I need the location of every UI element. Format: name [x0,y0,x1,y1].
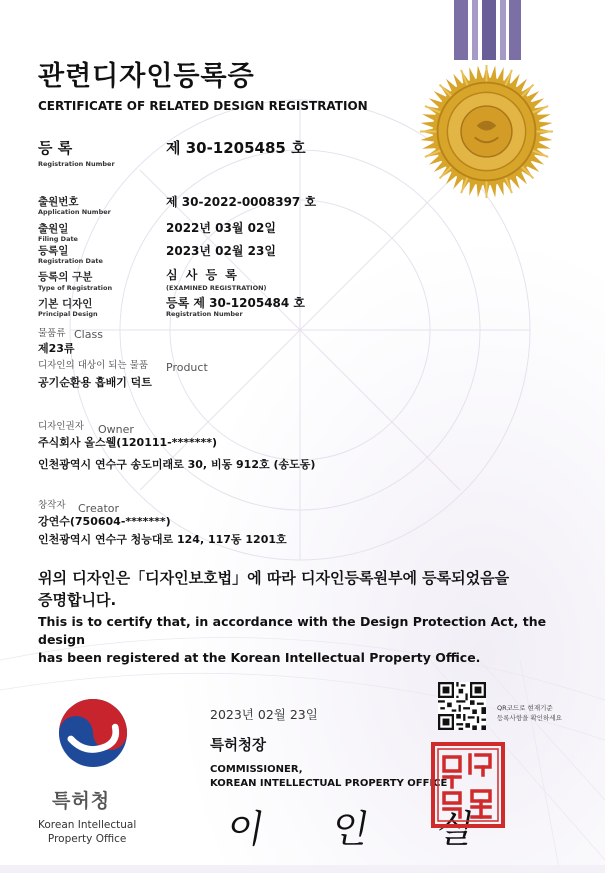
kipo-emblem-icon [56,696,130,770]
class-label-en: Class [74,328,103,341]
type-value: 심 사 등 록 [166,268,239,282]
filing-label: 출원일 [38,223,69,235]
application-label: 출원번호 [38,196,79,208]
kipo-name-english-line2: Property Office [47,833,127,845]
kipo-name-english-line1: Korean Intellectual [38,819,137,831]
qr-note-line2: 등록사항을 확인하세요 [497,714,562,722]
registration-label: 등 록 [38,139,73,157]
certification-english-line2: has been registered at the Korean Intellectual Property Office. [38,650,481,665]
creator-label: 창작자 [38,500,66,511]
registration-label-en: Registration Number [38,160,115,168]
application-label-en: Application Number [38,208,111,216]
principal-label: 기본 디자인 [38,298,93,310]
kipo-name-korean: 특허청 [52,790,111,812]
commissioner-signature: 이 인 실 [223,807,506,851]
qr-code-icon[interactable] [438,682,486,730]
certification-korean-line1: 위의 디자인은「디자인보호법」에 따라 디자인등록원부에 등록되었음을 [38,569,510,587]
registration-number: 제 30-1205485 호 [166,139,306,157]
type-value-en: (EXAMINED REGISTRATION) [166,284,267,292]
commissioner-english-line1: COMMISSIONER, [210,764,303,775]
application-number: 제 30-2022-0008397 호 [166,195,317,209]
commissioner-korean: 특허청장 [210,738,267,754]
owner-name: 주식회사 올스웰(120111-*******) [38,436,218,449]
commissioner-english [210,763,447,791]
ribbon-decoration [452,0,522,60]
title-korean: 관련디자인등록증 [38,61,255,92]
qr-note [497,703,562,723]
product-value: 공기순환용 흡배기 덕트 [38,376,152,389]
filing-date: 2022년 03월 02일 [166,221,276,235]
gold-seal-icon [418,63,555,200]
title-english: CERTIFICATE OF RELATED DESIGN REGISTRATION [38,99,368,113]
creator-name: 강연수(750604-*******) [38,515,171,528]
issue-date: 2023년 02월 23일 [210,707,318,722]
official-seal-icon [430,741,506,829]
registration-date-label: 등록일 [38,245,69,257]
principal-number: 등록 제 30-1205484 호 [166,296,306,310]
kipo-name-english [38,818,136,846]
owner-label: 디자인권자 [38,421,84,432]
type-label: 등록의 구분 [38,271,93,283]
certification-korean-line2: 증명합니다. [38,591,117,609]
principal-number-en: Registration Number [166,310,243,318]
principal-label-en: Principal Design [38,310,98,318]
certification-korean [38,567,578,611]
class-value: 제23류 [38,342,75,355]
commissioner-english-line2: KOREAN INTELLECTUAL PROPERTY OFFICE [210,778,448,789]
product-label: 디자인의 대상이 되는 물품 [38,360,149,371]
qr-note-line1: QR코드로 현재기준 [497,704,553,712]
owner-label-en: Owner [98,423,134,436]
registration-date: 2023년 02월 23일 [166,244,276,258]
certification-english [38,613,578,667]
class-label: 물품류 [38,328,66,339]
type-label-en: Type of Registration [38,284,113,292]
filing-label-en: Filing Date [38,235,78,243]
certification-english-line1: This is to certify that, in accordance with the Design Protection Act, the design [38,614,547,647]
registration-date-label-en: Registration Date [38,257,103,265]
creator-label-en: Creator [78,502,120,515]
creator-address: 인천광역시 연수구 청능대로 124, 117동 1201호 [38,533,287,546]
owner-address: 인천광역시 연수구 송도미래로 30, 비동 912호 (송도동) [38,458,316,471]
product-label-en: Product [166,361,208,374]
